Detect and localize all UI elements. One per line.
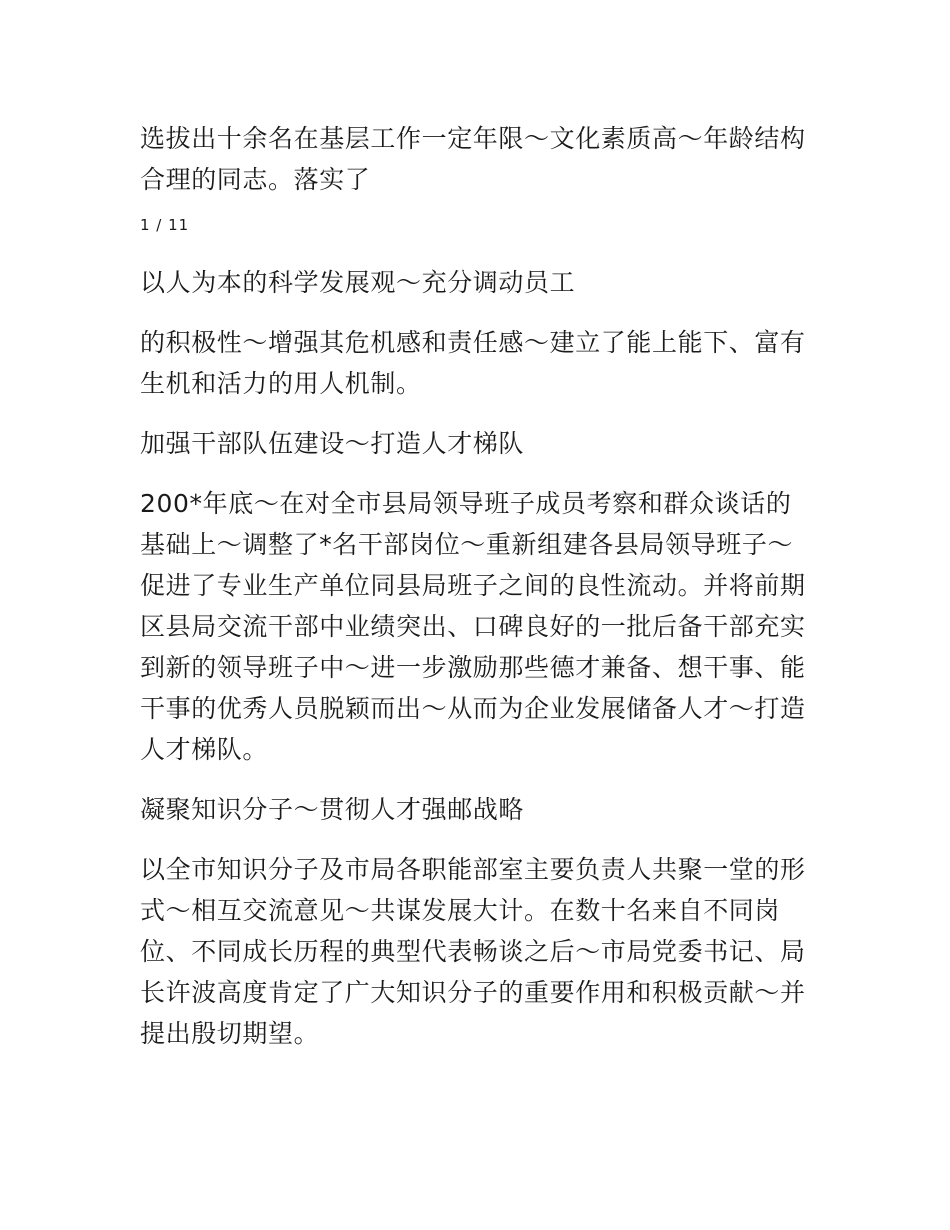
section-heading-intellectuals: 凝聚知识分子～贯彻人才强邮战略 (140, 795, 525, 824)
document-page (140, 118, 810, 1054)
page-number: 1 / 11 (140, 216, 190, 234)
paragraph-scientific-development: 以人为本的科学发展观～充分调动员工 (140, 268, 576, 297)
paragraph-intellectuals-meeting: 以全市知识分子及市局各职能部室主要负责人共聚一堂的形式～相互交流意见～共谋发展大计。在数十名来自不同岗位、不同成长历程的典型代表畅谈之后～市局党委书记、局长许波高度肯定了广大知识分子的重要作用和积极贡献～并提出殷切期望。 (140, 855, 806, 1048)
section-heading-cadre-team: 加强干部队伍建设～打造人才梯队 (140, 429, 525, 458)
paragraph-employment-mechanism: 的积极性～增强其危机感和责任感～建立了能上能下、富有生机和活力的用人机制。 (140, 328, 806, 398)
paragraph-leadership-adjustment: 200*年底～在对全市县局领导班子成员考察和群众谈话的基础上～调整了*名干部岗位～重新组建各县局领导班子～促进了专业生产单位同县局班子之间的良性流动。并将前期区县局交流干部中业绩突出、口碑良好的一批后备干部充实到新的领导班子中～进一步激励那些德才兼备、想干事、能干事的优秀人员脱颖而出～从而为企业发展储备人才～打造人才梯队。 (140, 489, 806, 764)
paragraph-selection: 选拔出十余名在基层工作一定年限～文化素质高～年龄结构合理的同志。落实了 (140, 124, 806, 194)
